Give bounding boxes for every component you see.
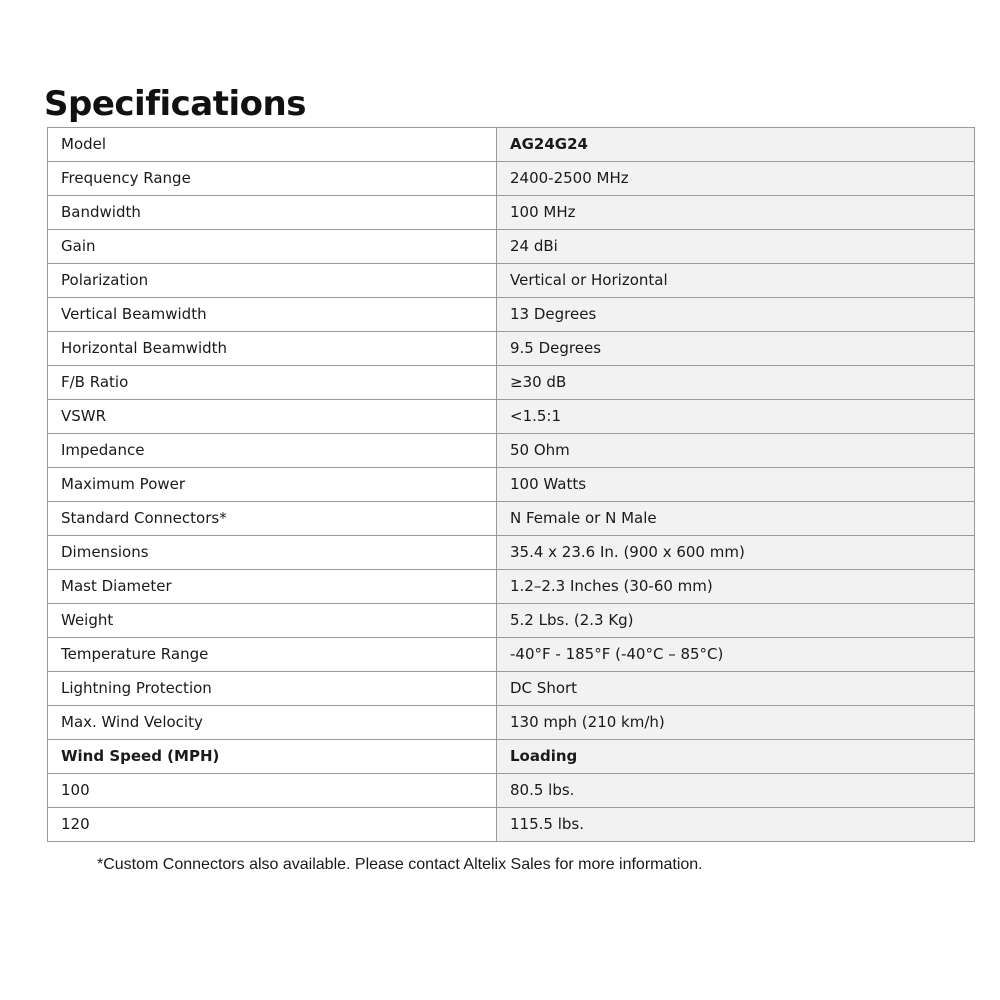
- spec-label: Impedance: [48, 434, 497, 468]
- spec-label: 100: [48, 774, 497, 808]
- spec-label: Frequency Range: [48, 162, 497, 196]
- spec-label: 120: [48, 808, 497, 842]
- table-row: [48, 740, 975, 774]
- table-row: [48, 706, 975, 740]
- spec-label: Weight: [48, 604, 497, 638]
- spec-value: 35.4 x 23.6 In. (900 x 600 mm): [497, 536, 975, 570]
- spec-value: 100 Watts: [497, 468, 975, 502]
- spec-value: ≥30 dB: [497, 366, 975, 400]
- table-row: [48, 468, 975, 502]
- page-title: Specifications: [44, 84, 306, 124]
- table-row: [48, 128, 975, 162]
- spec-label: VSWR: [48, 400, 497, 434]
- spec-value: 130 mph (210 km/h): [497, 706, 975, 740]
- table-row: [48, 264, 975, 298]
- spec-value: N Female or N Male: [497, 502, 975, 536]
- spec-value: 100 MHz: [497, 196, 975, 230]
- spec-value: Loading: [497, 740, 975, 774]
- table-row: [48, 298, 975, 332]
- spec-value: -40°F - 185°F (-40°C – 85°C): [497, 638, 975, 672]
- table-row: [48, 536, 975, 570]
- spec-value: 9.5 Degrees: [497, 332, 975, 366]
- spec-value: 13 Degrees: [497, 298, 975, 332]
- table-row: [48, 502, 975, 536]
- spec-label: F/B Ratio: [48, 366, 497, 400]
- table-row: [48, 400, 975, 434]
- table-row: [48, 604, 975, 638]
- table-row: [48, 570, 975, 604]
- table-row: [48, 366, 975, 400]
- spec-label: Max. Wind Velocity: [48, 706, 497, 740]
- table-row: [48, 672, 975, 706]
- spec-value: DC Short: [497, 672, 975, 706]
- spec-label: Temperature Range: [48, 638, 497, 672]
- spec-value: <1.5:1: [497, 400, 975, 434]
- spec-label: Bandwidth: [48, 196, 497, 230]
- table-row: [48, 162, 975, 196]
- table-row: [48, 230, 975, 264]
- spec-value: 24 dBi: [497, 230, 975, 264]
- spec-label: Maximum Power: [48, 468, 497, 502]
- footnote: *Custom Connectors also available. Please contact Altelix Sales for more information.: [97, 856, 703, 873]
- specifications-table-body: [48, 128, 975, 842]
- table-row: [48, 434, 975, 468]
- spec-label: Polarization: [48, 264, 497, 298]
- spec-label: Gain: [48, 230, 497, 264]
- spec-label: Horizontal Beamwidth: [48, 332, 497, 366]
- spec-value: 1.2–2.3 Inches (30-60 mm): [497, 570, 975, 604]
- spec-value: AG24G24: [497, 128, 975, 162]
- table-row: [48, 808, 975, 842]
- spec-label: Mast Diameter: [48, 570, 497, 604]
- spec-label: Standard Connectors*: [48, 502, 497, 536]
- spec-value: Vertical or Horizontal: [497, 264, 975, 298]
- spec-label: Wind Speed (MPH): [48, 740, 497, 774]
- table-row: [48, 196, 975, 230]
- spec-label: Vertical Beamwidth: [48, 298, 497, 332]
- spec-value: 80.5 lbs.: [497, 774, 975, 808]
- spec-label: Dimensions: [48, 536, 497, 570]
- specifications-table: [47, 127, 975, 842]
- table-row: [48, 638, 975, 672]
- table-row: [48, 332, 975, 366]
- spec-value: 115.5 lbs.: [497, 808, 975, 842]
- spec-label: Lightning Protection: [48, 672, 497, 706]
- spec-value: 50 Ohm: [497, 434, 975, 468]
- spec-value: 5.2 Lbs. (2.3 Kg): [497, 604, 975, 638]
- table-row: [48, 774, 975, 808]
- spec-label: Model: [48, 128, 497, 162]
- spec-value: 2400-2500 MHz: [497, 162, 975, 196]
